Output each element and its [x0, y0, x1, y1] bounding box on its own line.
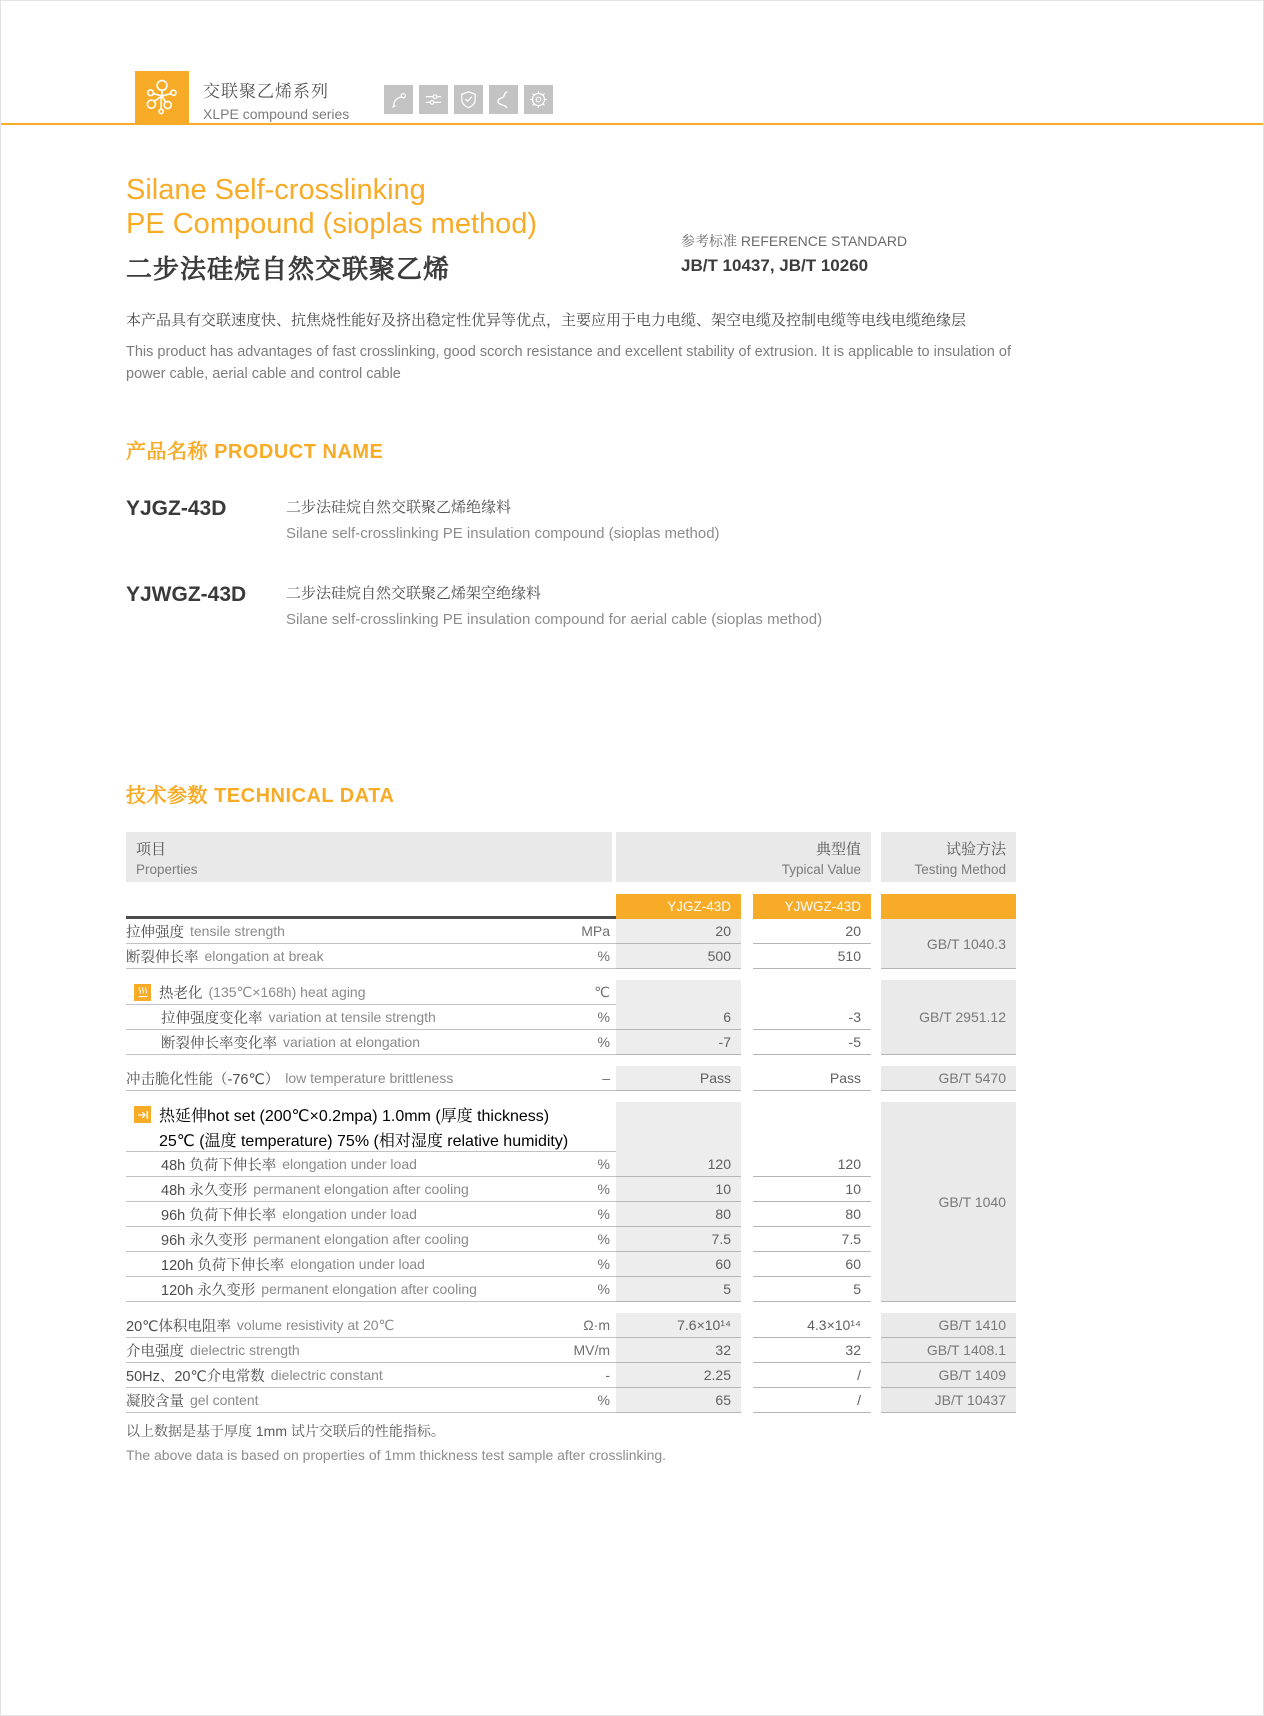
series-title-zh: 交联聚乙烯系列 — [203, 82, 329, 101]
header-divider — [1, 123, 1263, 125]
property-row — [126, 919, 616, 944]
value-cell: 32 — [616, 1338, 741, 1363]
unit-label: % — [597, 1181, 610, 1197]
unit-label: % — [597, 1034, 610, 1050]
testing-method-cell: GB/T 1040.3 — [881, 919, 1016, 969]
column-gap — [741, 1066, 753, 1091]
value-column-yjgz — [616, 980, 741, 1055]
property-label-en: (135℃×168h) heat aging — [208, 983, 366, 1000]
value-cell: -5 — [753, 1030, 871, 1055]
property-label-en: volume resistivity at 20℃ — [236, 1316, 395, 1333]
column-gap — [741, 919, 753, 969]
heat-icon — [134, 984, 151, 1001]
shield-icon — [454, 85, 483, 114]
series-title-en: XLPE compound series — [203, 106, 350, 122]
property-row — [126, 1066, 616, 1091]
value-cell: 20 — [753, 919, 871, 944]
reference-standard-label: 参考标准 REFERENCE STANDARD — [681, 233, 908, 249]
product-entry — [126, 496, 1018, 542]
property-label-zh: 拉伸强度 — [126, 924, 184, 941]
value-cell — [753, 980, 871, 1005]
property-label-zh: 热老化 — [159, 985, 203, 1002]
column-gap — [871, 1066, 881, 1091]
value-cell: 60 — [616, 1252, 741, 1277]
page-title — [126, 173, 537, 286]
property-label-zh: 96h 负荷下伸长率 — [161, 1207, 277, 1224]
value-cell: 10 — [753, 1177, 871, 1202]
value-cell: 2.25 — [616, 1363, 741, 1388]
brand-logo — [135, 71, 189, 125]
col-header-testing-method — [881, 832, 1016, 882]
unit-label: MPa — [581, 923, 610, 939]
column-gap — [741, 980, 753, 1055]
value-cell: 510 — [753, 944, 871, 969]
property-row — [126, 1005, 616, 1030]
property-label-en: hot set (200℃×0.2mpa) 1.0mm (厚度 thickness) — [207, 1108, 550, 1125]
property-row — [126, 1177, 616, 1202]
property-label-en: permanent elongation after cooling — [253, 1181, 469, 1197]
product-code: YJWGZ-43D — [126, 583, 247, 606]
product-name-heading — [126, 435, 1018, 464]
property-row — [126, 1152, 616, 1177]
table-header-row — [126, 832, 1018, 882]
property-label-en: dielectric strength — [190, 1342, 300, 1358]
technical-data-heading-en: TECHNICAL DATA — [214, 785, 395, 807]
properties-column — [126, 1102, 616, 1302]
table-block — [126, 919, 1018, 969]
technical-data-heading-zh: 技术参数 — [126, 785, 208, 807]
property-group-row — [126, 1102, 616, 1152]
technical-table — [126, 832, 1018, 1413]
value-cell: 7.5 — [616, 1227, 741, 1252]
product-entry — [126, 582, 1018, 628]
unit-label: MV/m — [573, 1342, 610, 1358]
table-block — [126, 1313, 1018, 1338]
product-name-heading-zh: 产品名称 — [126, 441, 208, 463]
property-label-en: elongation under load — [290, 1256, 425, 1272]
property-label-en: elongation under load — [282, 1206, 417, 1222]
property-label-zh: 120h 永久变形 — [161, 1282, 256, 1299]
property-label-en: gel content — [190, 1392, 259, 1408]
testing-method-cell: GB/T 1409 — [881, 1363, 1016, 1388]
value-column-yjgz — [616, 1338, 741, 1363]
table-gap — [126, 1055, 1018, 1066]
testing-method-cell: GB/T 1040 — [881, 1102, 1016, 1302]
property-label-en: low temperature brittleness — [285, 1070, 454, 1086]
value-column-yjwgz — [753, 980, 871, 1055]
column-gap — [871, 1313, 881, 1338]
table-block — [126, 1363, 1018, 1388]
product-intro — [126, 309, 1018, 385]
property-label-en: variation at tensile strength — [268, 1009, 436, 1025]
property-label-en: elongation under load — [282, 1156, 417, 1172]
value-cell: 60 — [753, 1252, 871, 1277]
property-label-en: 25℃ (温度 temperature) 75% (相对湿度 relative humidity) — [159, 1133, 569, 1150]
value-cell — [616, 980, 741, 1005]
property-label-zh: 120h 负荷下伸长率 — [161, 1257, 285, 1274]
property-label-en: variation at elongation — [283, 1034, 420, 1050]
group-row-line1 — [126, 1102, 616, 1127]
product-intro-zh: 本产品具有交联速度快、抗焦烧性能好及挤出稳定性优异等优点，主要应用于电力电缆、架空电缆及控制电缆等电线电缆绝缘层 — [126, 312, 967, 329]
grade-header-yjwgz: YJWGZ-43D — [753, 894, 871, 919]
value-column-yjwgz — [753, 1313, 871, 1338]
table-block — [126, 980, 1018, 1055]
column-gap — [741, 1313, 753, 1338]
table-block — [126, 1102, 1018, 1302]
value-cell: -3 — [753, 1005, 871, 1030]
unit-label: % — [597, 1256, 610, 1272]
unit-label: Ω·m — [583, 1317, 610, 1333]
unit-label: % — [597, 1206, 610, 1222]
column-gap — [741, 1388, 753, 1413]
property-row — [126, 944, 616, 969]
molecule-icon — [140, 74, 184, 123]
value-column-yjwgz — [753, 919, 871, 969]
value-cell: 20 — [616, 919, 741, 944]
value-cell: 32 — [753, 1338, 871, 1363]
technical-table-body — [126, 919, 1018, 1413]
grade-header-row — [126, 894, 1018, 919]
column-gap — [871, 1388, 881, 1413]
value-column-yjwgz — [753, 1066, 871, 1091]
property-label-zh: 冲击脆化性能（-76℃） — [126, 1071, 280, 1088]
property-label-zh: 50Hz、20℃介电常数 — [126, 1368, 265, 1385]
value-cell: 7.5 — [753, 1227, 871, 1252]
value-cell: / — [753, 1363, 871, 1388]
value-cell — [753, 1102, 871, 1152]
col-header-method-zh: 试验方法 — [945, 840, 1006, 858]
cable-icon — [384, 85, 413, 114]
property-row — [126, 1202, 616, 1227]
testing-method-cell: GB/T 5470 — [881, 1066, 1016, 1091]
property-label-en: tensile strength — [190, 923, 285, 939]
product-name-section — [126, 435, 1018, 628]
properties-column — [126, 1313, 616, 1338]
value-cell: 5 — [616, 1277, 741, 1302]
column-gap — [871, 1102, 881, 1302]
property-label-zh: 48h 负荷下伸长率 — [161, 1157, 277, 1174]
product-intro-en: This product has advantages of fast crosslinking, good scorch resistance and excellent stability of extrusion. It is applicable to insulation of power cable, aerial cable and control cable — [126, 344, 1011, 382]
property-label-en: elongation at break — [204, 948, 324, 964]
value-cell: 500 — [616, 944, 741, 969]
hotset-icon — [134, 1106, 151, 1123]
unit-label: % — [597, 1009, 610, 1025]
value-cell: 6 — [616, 1005, 741, 1030]
testing-method-cell: GB/T 2951.12 — [881, 980, 1016, 1055]
unit-label: % — [597, 1156, 610, 1172]
property-label-zh: 20℃体积电阻率 — [126, 1318, 231, 1335]
unit-label: % — [597, 1231, 610, 1247]
property-label-en: dielectric constant — [270, 1367, 383, 1383]
col-header-properties-zh: 项目 — [136, 840, 167, 858]
value-cell: 120 — [753, 1152, 871, 1177]
technical-data-section — [126, 779, 1018, 1413]
value-cell — [616, 1102, 741, 1152]
circuit-icon — [419, 85, 448, 114]
property-label-zh: 凝胶含量 — [126, 1393, 184, 1410]
property-label-zh: 热延伸 — [159, 1108, 208, 1125]
wire-icon — [489, 85, 518, 114]
column-gap — [741, 1338, 753, 1363]
col-header-properties — [126, 832, 612, 882]
col-header-typical-value — [616, 832, 871, 882]
table-block — [126, 1066, 1018, 1091]
page-title-en-line1: Silane Self-crosslinking — [126, 174, 426, 206]
value-column-yjgz — [616, 1102, 741, 1302]
column-gap — [871, 919, 881, 969]
property-label-zh: 96h 永久变形 — [161, 1232, 248, 1249]
value-cell: 80 — [753, 1202, 871, 1227]
property-label-zh: 断裂伸长率变化率 — [161, 1035, 277, 1052]
property-label-zh: 断裂伸长率 — [126, 949, 199, 966]
grade-header-method-fill — [881, 894, 1016, 919]
product-description-en: Silane self-crosslinking PE insulation compound for aerial cable (sioplas method) — [286, 611, 823, 628]
product-code: YJGZ-43D — [126, 497, 227, 520]
value-column-yjwgz — [753, 1363, 871, 1388]
property-row — [126, 1227, 616, 1252]
property-label-zh: 48h 永久变形 — [161, 1182, 248, 1199]
value-cell: 120 — [616, 1152, 741, 1177]
properties-column — [126, 1388, 616, 1413]
column-gap — [871, 1363, 881, 1388]
product-description-zh: 二步法硅烷自然交联聚乙烯架空绝缘料 — [286, 585, 542, 602]
column-gap — [741, 1363, 753, 1388]
reference-standard — [681, 231, 907, 276]
column-gap — [741, 1102, 753, 1302]
category-icon-strip — [384, 85, 553, 114]
testing-method-cell: GB/T 1408.1 — [881, 1338, 1016, 1363]
properties-column — [126, 1338, 616, 1363]
value-cell: 80 — [616, 1202, 741, 1227]
column-gap — [871, 1338, 881, 1363]
testing-method-cell: JB/T 10437 — [881, 1388, 1016, 1413]
gear-icon — [524, 85, 553, 114]
value-cell: / — [753, 1388, 871, 1413]
property-row — [126, 1338, 616, 1363]
property-label-zh: 介电强度 — [126, 1343, 184, 1360]
testing-method-cell: GB/T 1410 — [881, 1313, 1016, 1338]
property-row — [126, 1277, 616, 1302]
property-row — [126, 1313, 616, 1338]
properties-column — [126, 1066, 616, 1091]
table-gap — [126, 969, 1018, 980]
page-title-en-line2: PE Compound (sioplas method) — [126, 208, 538, 240]
col-header-typical-zh: 典型值 — [815, 840, 861, 858]
unit-label: % — [597, 1392, 610, 1408]
property-label-en: permanent elongation after cooling — [261, 1281, 477, 1297]
value-cell: -7 — [616, 1030, 741, 1055]
table-gap — [126, 1302, 1018, 1313]
value-column-yjwgz — [753, 1338, 871, 1363]
value-column-yjgz — [616, 1313, 741, 1338]
value-column-yjwgz — [753, 1102, 871, 1302]
value-column-yjgz — [616, 1363, 741, 1388]
col-header-method-en: Testing Method — [914, 861, 1006, 877]
properties-column — [126, 919, 616, 969]
properties-column — [126, 1363, 616, 1388]
series-title — [203, 77, 349, 122]
table-footnote-en: The above data is based on properties of 1mm thickness test sample after crosslinking. — [126, 1447, 667, 1463]
property-row — [126, 1030, 616, 1055]
unit-label: ℃ — [594, 983, 610, 1000]
grade-header-yjgz: YJGZ-43D — [616, 894, 741, 919]
product-description — [286, 582, 822, 628]
property-row — [126, 1388, 616, 1413]
property-group-row — [126, 980, 616, 1005]
table-gap — [126, 1091, 1018, 1102]
property-label-zh: 拉伸强度变化率 — [161, 1010, 263, 1027]
unit-label: – — [602, 1070, 610, 1086]
value-cell: 65 — [616, 1388, 741, 1413]
properties-column — [126, 980, 616, 1055]
value-cell: 10 — [616, 1177, 741, 1202]
column-gap — [871, 980, 881, 1055]
page-title-zh: 二步法硅烷自然交联聚乙烯 — [126, 254, 451, 284]
col-header-properties-en: Properties — [136, 861, 198, 877]
unit-label: % — [597, 948, 610, 964]
value-cell: 7.6×10¹⁴ — [616, 1313, 741, 1338]
property-label-en: permanent elongation after cooling — [253, 1231, 469, 1247]
value-column-yjgz — [616, 919, 741, 969]
product-description-zh: 二步法硅烷自然交联聚乙烯绝缘料 — [286, 499, 512, 516]
value-cell: 4.3×10¹⁴ — [753, 1313, 871, 1338]
value-cell: 5 — [753, 1277, 871, 1302]
value-cell: Pass — [616, 1066, 741, 1091]
table-block — [126, 1388, 1018, 1413]
value-cell: Pass — [753, 1066, 871, 1091]
property-row — [126, 1252, 616, 1277]
property-row — [126, 1363, 616, 1388]
table-footnote-zh: 以上数据是基于厚度 1mm 试片交联后的性能指标。 — [126, 1423, 445, 1439]
col-header-typical-en: Typical Value — [781, 861, 861, 877]
unit-label: % — [597, 1281, 610, 1297]
value-column-yjwgz — [753, 1388, 871, 1413]
table-block — [126, 1338, 1018, 1363]
technical-data-heading — [126, 779, 1018, 808]
product-description — [286, 496, 720, 542]
table-footnote — [126, 1421, 1018, 1463]
value-column-yjgz — [616, 1388, 741, 1413]
value-column-yjgz — [616, 1066, 741, 1091]
reference-standard-value: JB/T 10437, JB/T 10260 — [681, 256, 869, 275]
group-row-line2 — [126, 1127, 616, 1152]
product-description-en: Silane self-crosslinking PE insulation compound (sioplas method) — [286, 525, 720, 542]
product-name-heading-en: PRODUCT NAME — [214, 441, 384, 463]
grade-row-rule — [126, 894, 616, 919]
unit-label: - — [605, 1367, 610, 1383]
